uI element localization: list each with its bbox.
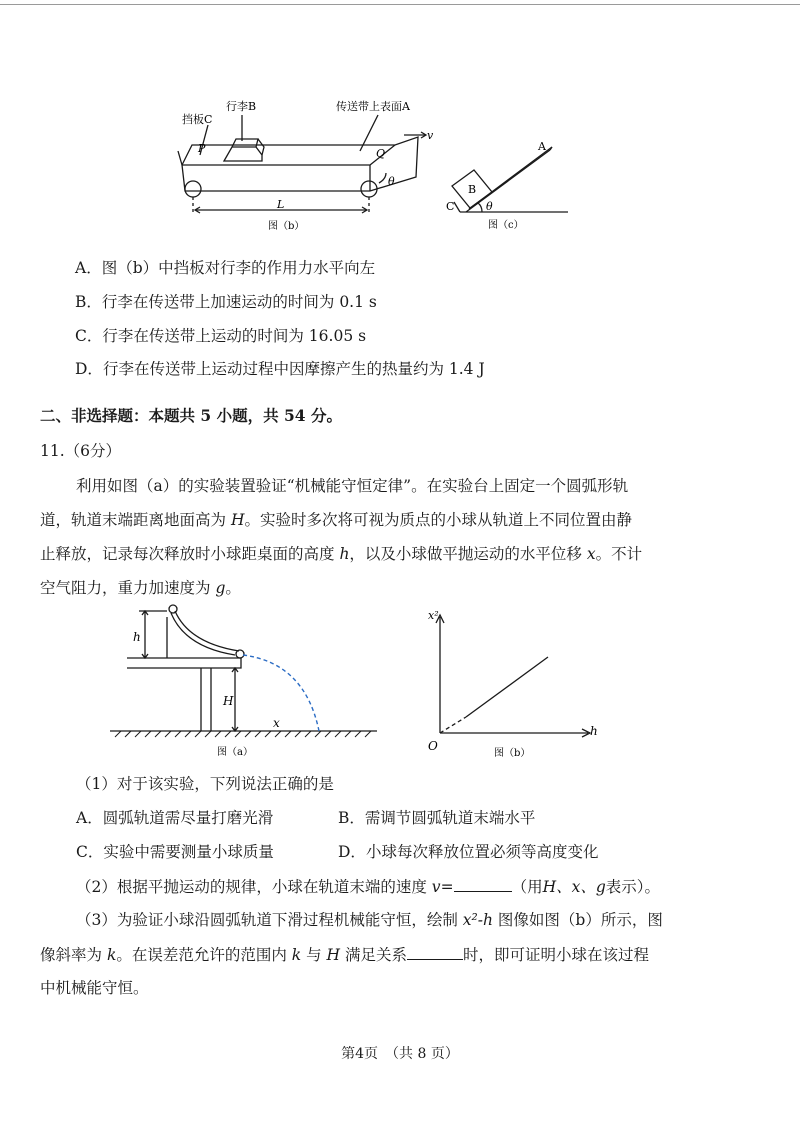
q11-sub3-line-3: 中机械能守恒。 (40, 979, 149, 997)
figure-b-conveyor (160, 95, 460, 240)
q11-sub3-line-1: （3）为验证小球沿圆弧轨道下滑过程机械能守恒，绘制 x²-h 图像如图（b）所示，图 (76, 911, 663, 929)
fig-b-caption: 图（b） (268, 221, 305, 232)
q11-stem-line-4: 空气阻力，重力加速度为 g。 (40, 579, 241, 597)
fig-a-caption: 图（a） (217, 747, 253, 758)
fig-c-A-label: A (538, 140, 546, 153)
section-2-title: 二、非选择题：本题共 5 小题，共 54 分。 (40, 406, 342, 425)
fig-b-luggage-label: 行李B (226, 100, 257, 113)
fig-a-H-label: H (223, 694, 234, 708)
q11-stem-line-1: 利用如图（a）的实验装置验证“机械能守恒定律”。在实验台上固定一个圆弧形轨 (76, 477, 629, 495)
fig-b-graph-y-label: x² (428, 609, 439, 622)
q10-option-d: D．行李在传送带上运动过程中因摩擦产生的热量约为 1.4 J (75, 360, 485, 378)
fig-b-graph-caption: 图（b） (494, 748, 531, 759)
q10-option-b: B．行李在传送带上加速运动的时间为 0.1 s (75, 293, 377, 311)
fig-c-C-label: C (446, 200, 455, 213)
fig-b-baffle-label: 挡板C (182, 113, 213, 126)
fig-c-caption: 图（c） (488, 220, 524, 231)
figure-a-apparatus (105, 603, 385, 763)
fig-a-x-label: x (273, 716, 280, 730)
q11-sub1-option-d: D．小球每次释放位置必须等高度变化 (338, 843, 599, 861)
figure-c-incline (440, 130, 580, 235)
q11-sub1-option-c: C．实验中需要测量小球质量 (76, 843, 274, 861)
fig-b-Q-label: Q (376, 147, 386, 160)
q10-option-a: A．图（b）中挡板对行李的作用力水平向左 (75, 259, 376, 277)
q11-sub1-option-b: B．需调节圆弧轨道末端水平 (338, 809, 536, 827)
q11-number: 11.（6分） (40, 442, 122, 460)
top-border (0, 4, 800, 5)
q11-sub3-line-2: 像斜率为 k。在误差范允许的范围内 k 与 H 满足关系 时，即可证明小球在该过程 (40, 943, 649, 966)
q11-sub2: （2）根据平抛运动的规律，小球在轨道末端的速度 v= （用H、x、g表示）。 (76, 875, 660, 898)
q11-sub1-option-a: A．圆弧轨道需尽量打磨光滑 (76, 809, 274, 827)
fig-b-belt-label: 传送带上表面A (336, 100, 410, 113)
fig-b-theta-label: θ (388, 175, 395, 188)
q11-stem-line-3: 止释放，记录每次释放时小球距桌面的高度 h，以及小球做平抛运动的水平位移 x。不计 (40, 545, 643, 563)
figure-b-graph (422, 605, 612, 763)
fig-c-B-label: B (468, 183, 477, 196)
page-footer: 第4页 （共 8 页） (341, 1046, 459, 1062)
q11-sub3-answer-blank[interactable] (407, 943, 463, 960)
fig-b-graph-origin-label: O (428, 739, 438, 753)
q11-sub1: （1）对于该实验，下列说法正确的是 (76, 775, 334, 793)
fig-b-v-label: v (427, 129, 434, 142)
fig-c-theta-label: θ (486, 200, 493, 213)
fig-b-P-label: P (198, 142, 206, 155)
q11-sub2-answer-blank[interactable] (454, 875, 512, 892)
q11-stem-line-2: 道，轨道末端距离地面高为 H。实验时多次将可视为质点的小球从轨道上不同位置由静 (40, 511, 632, 529)
fig-a-h-label: h (133, 630, 141, 644)
q10-option-c: C．行李在传送带上运动的时间为 16.05 s (75, 327, 367, 345)
fig-b-graph-x-label: h (590, 724, 598, 738)
fig-b-L-label: L (277, 198, 285, 211)
